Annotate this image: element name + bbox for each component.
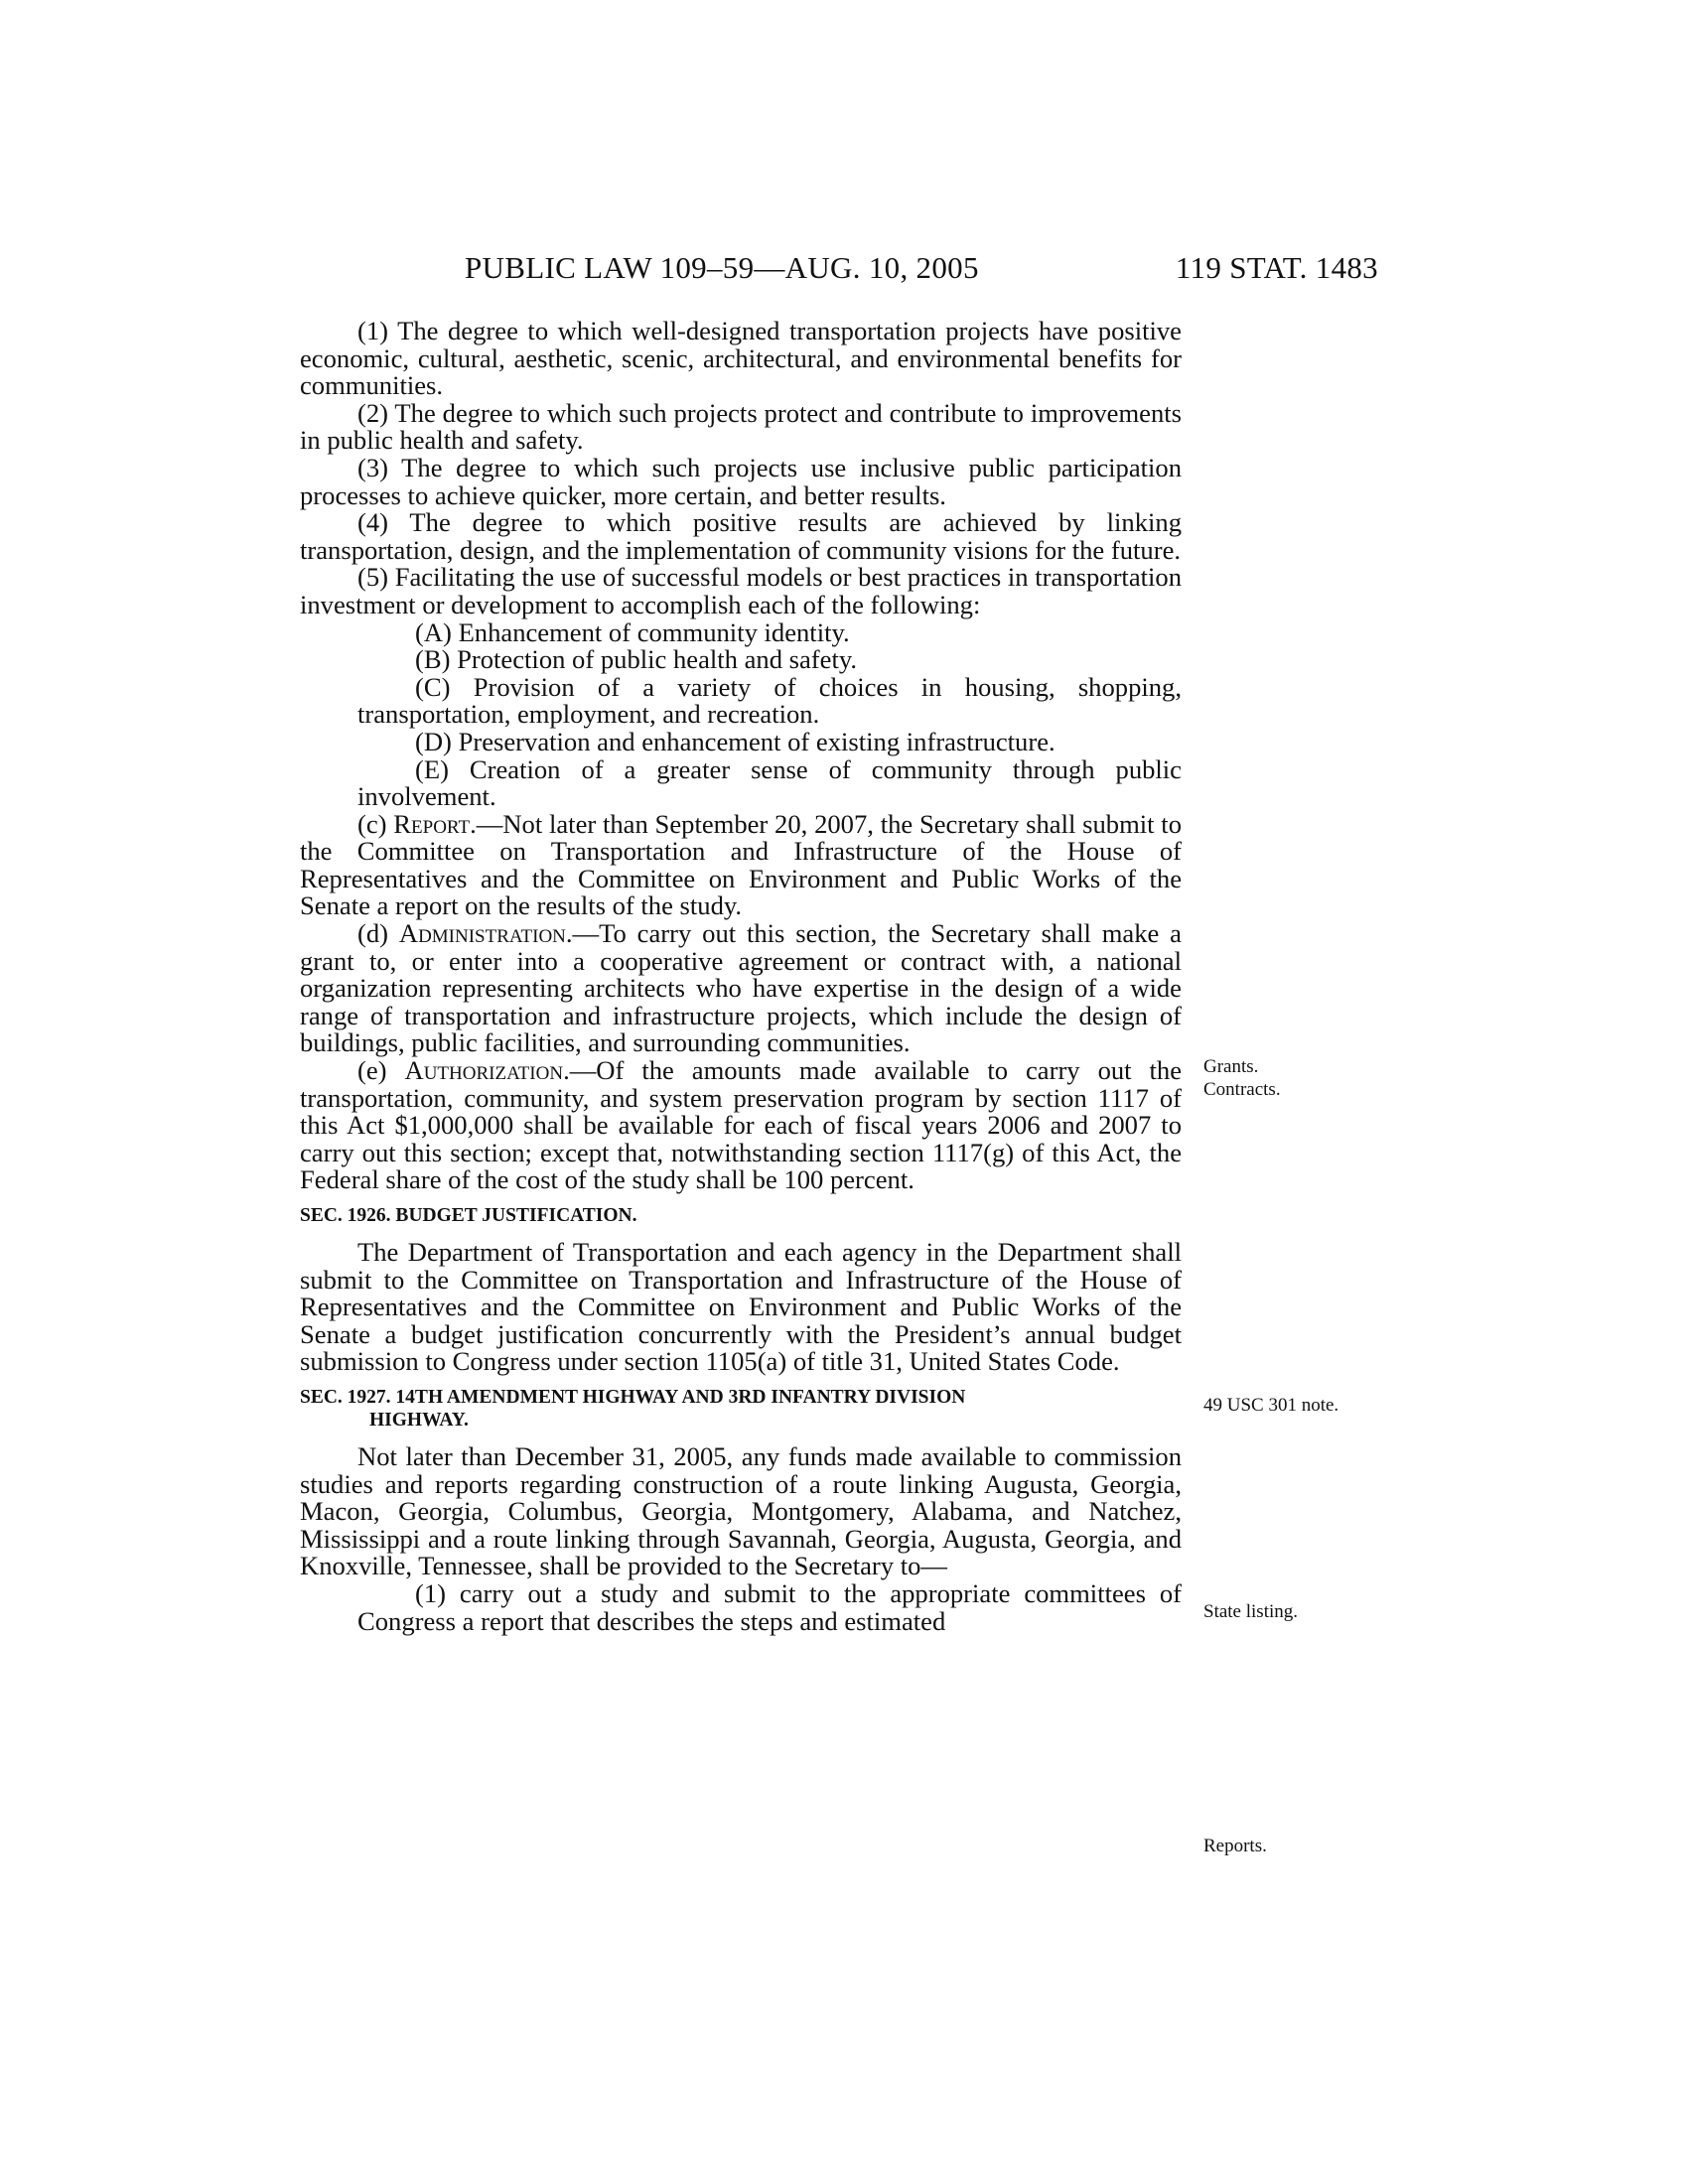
section-1927-text: Not later than December 31, 2005, any funds made available to commission studies and reports regarding construction of a route linking Augusta, Georgia, Macon, Georgia, Columbus, Georgia, Montgomery, Alabama, and Natchez, Mississippi and a route linking through Savannah, Georgia, Augusta, Georgia, and Knoxville, Tennessee, shall be provided to the Secretary to— bbox=[300, 1440, 1182, 1581]
subparagraph-e: (E) Creation of a greater sense of community through public involvement. bbox=[357, 753, 1182, 812]
subparagraph-d: (D) Preservation and enhancement of existing infrastructure. bbox=[415, 726, 1055, 756]
paragraph-2: (2) The degree to which such projects protect and contribute to improvements in public health and safety. bbox=[300, 397, 1182, 456]
subsection-c-caption: Report bbox=[393, 808, 471, 839]
margin-note-contracts: Contracts. bbox=[1203, 1079, 1281, 1100]
paragraph-3: (3) The degree to which such projects use inclusive public participation processes to achieve quicker, more certain, and better results. bbox=[300, 452, 1182, 510]
subsection-e-label: (e) bbox=[357, 1055, 405, 1086]
running-head bbox=[465, 250, 1378, 286]
paragraph-1: (1) The degree to which well-designed transportation projects have positive economic, cultural, aesthetic, scenic, architectural, and environmental benefits for communities. bbox=[300, 316, 1182, 401]
subparagraph-b: (B) Protection of public health and safety. bbox=[415, 644, 858, 675]
running-head-page-number: 119 STAT. 1483 bbox=[1175, 250, 1378, 285]
subsection-c-text: .—Not later than September 20, 2007, the Secretary shall submit to the Committee on Transportation and Infrastructure of the House of Representatives and the Committee on Environment and Public Works of the Senate a report on the results of the study. bbox=[300, 808, 1182, 921]
margin-note-reports: Reports. bbox=[1203, 1836, 1267, 1856]
subsection-d-text: .—To carry out this section, the Secretary shall make a grant to, or enter into a cooperative agreement or contract with, a national organization representing architects who have expertise in the design of a wide range of transportation and infrastructure projects, which include the design of buildings, public facilities, and surrounding communities. bbox=[300, 918, 1182, 1058]
margin-note-grants: Grants. bbox=[1203, 1056, 1259, 1077]
subsection-c-report bbox=[300, 808, 1182, 921]
section-1927-heading-line-2: HIGHWAY. bbox=[369, 1409, 469, 1431]
section-1927-item-1: (1) carry out a study and submit to the appropriate committees of Congress a report that describes the steps and estimated bbox=[357, 1577, 1182, 1636]
section-1927-heading-line-1: SEC. 1927. 14TH AMENDMENT HIGHWAY AND 3RD INFANTRY DIVISION bbox=[300, 1386, 966, 1408]
subsection-e-text: .—Of the amounts made available to carry out the transportation, community, and system preservation program by section 1117 of this Act $1,000,000 shall be available for each of fiscal years 2006 and 2007 to carry out this section; except that, notwithstanding section 1117(g) of this Act, the Federal share of the cost of the study shall be 100 percent. bbox=[300, 1055, 1182, 1195]
subparagraph-a: (A) Enhancement of community identity. bbox=[415, 616, 850, 647]
subsection-d-label: (d) bbox=[357, 918, 399, 949]
running-head-title: PUBLIC LAW 109–59—AUG. 10, 2005 bbox=[465, 250, 979, 285]
paragraph-4: (4) The degree to which positive results are achieved by linking transportation, design, and the implementation of community visions for the future. bbox=[300, 507, 1182, 565]
margin-note-usc: 49 USC 301 note. bbox=[1203, 1395, 1339, 1416]
paragraph-5: (5) Facilitating the use of successful models or best practices in transportation investment or development to accomplish each of the following: bbox=[300, 562, 1182, 619]
body-text bbox=[300, 318, 1182, 1635]
section-1926-heading: SEC. 1926. BUDGET JUSTIFICATION. bbox=[300, 1205, 637, 1226]
subsection-d-administration bbox=[300, 920, 1182, 1057]
subsection-d-caption: Administration bbox=[398, 918, 566, 949]
section-1926-text: The Department of Transportation and each agency in the Department shall submit to the Committee on Transportation and Infrastructure of the House of Representatives and the Committee on Environment and Public Works of the Senate a budget justification concurrently with the President’s annual budget submission to Congress under section 1105(a) of title 31, United States Code. bbox=[300, 1237, 1182, 1377]
margin-note-state-listing: State listing. bbox=[1203, 1601, 1298, 1622]
subsection-e-caption: Authorization bbox=[404, 1055, 564, 1086]
section-1927-heading bbox=[300, 1386, 1182, 1432]
subparagraph-c: (C) Provision of a variety of choices in housing, shopping, transportation, employment, and recreation. bbox=[357, 671, 1182, 730]
subsection-e-authorization bbox=[300, 1057, 1182, 1194]
subsection-c-label: (c) bbox=[357, 808, 394, 839]
